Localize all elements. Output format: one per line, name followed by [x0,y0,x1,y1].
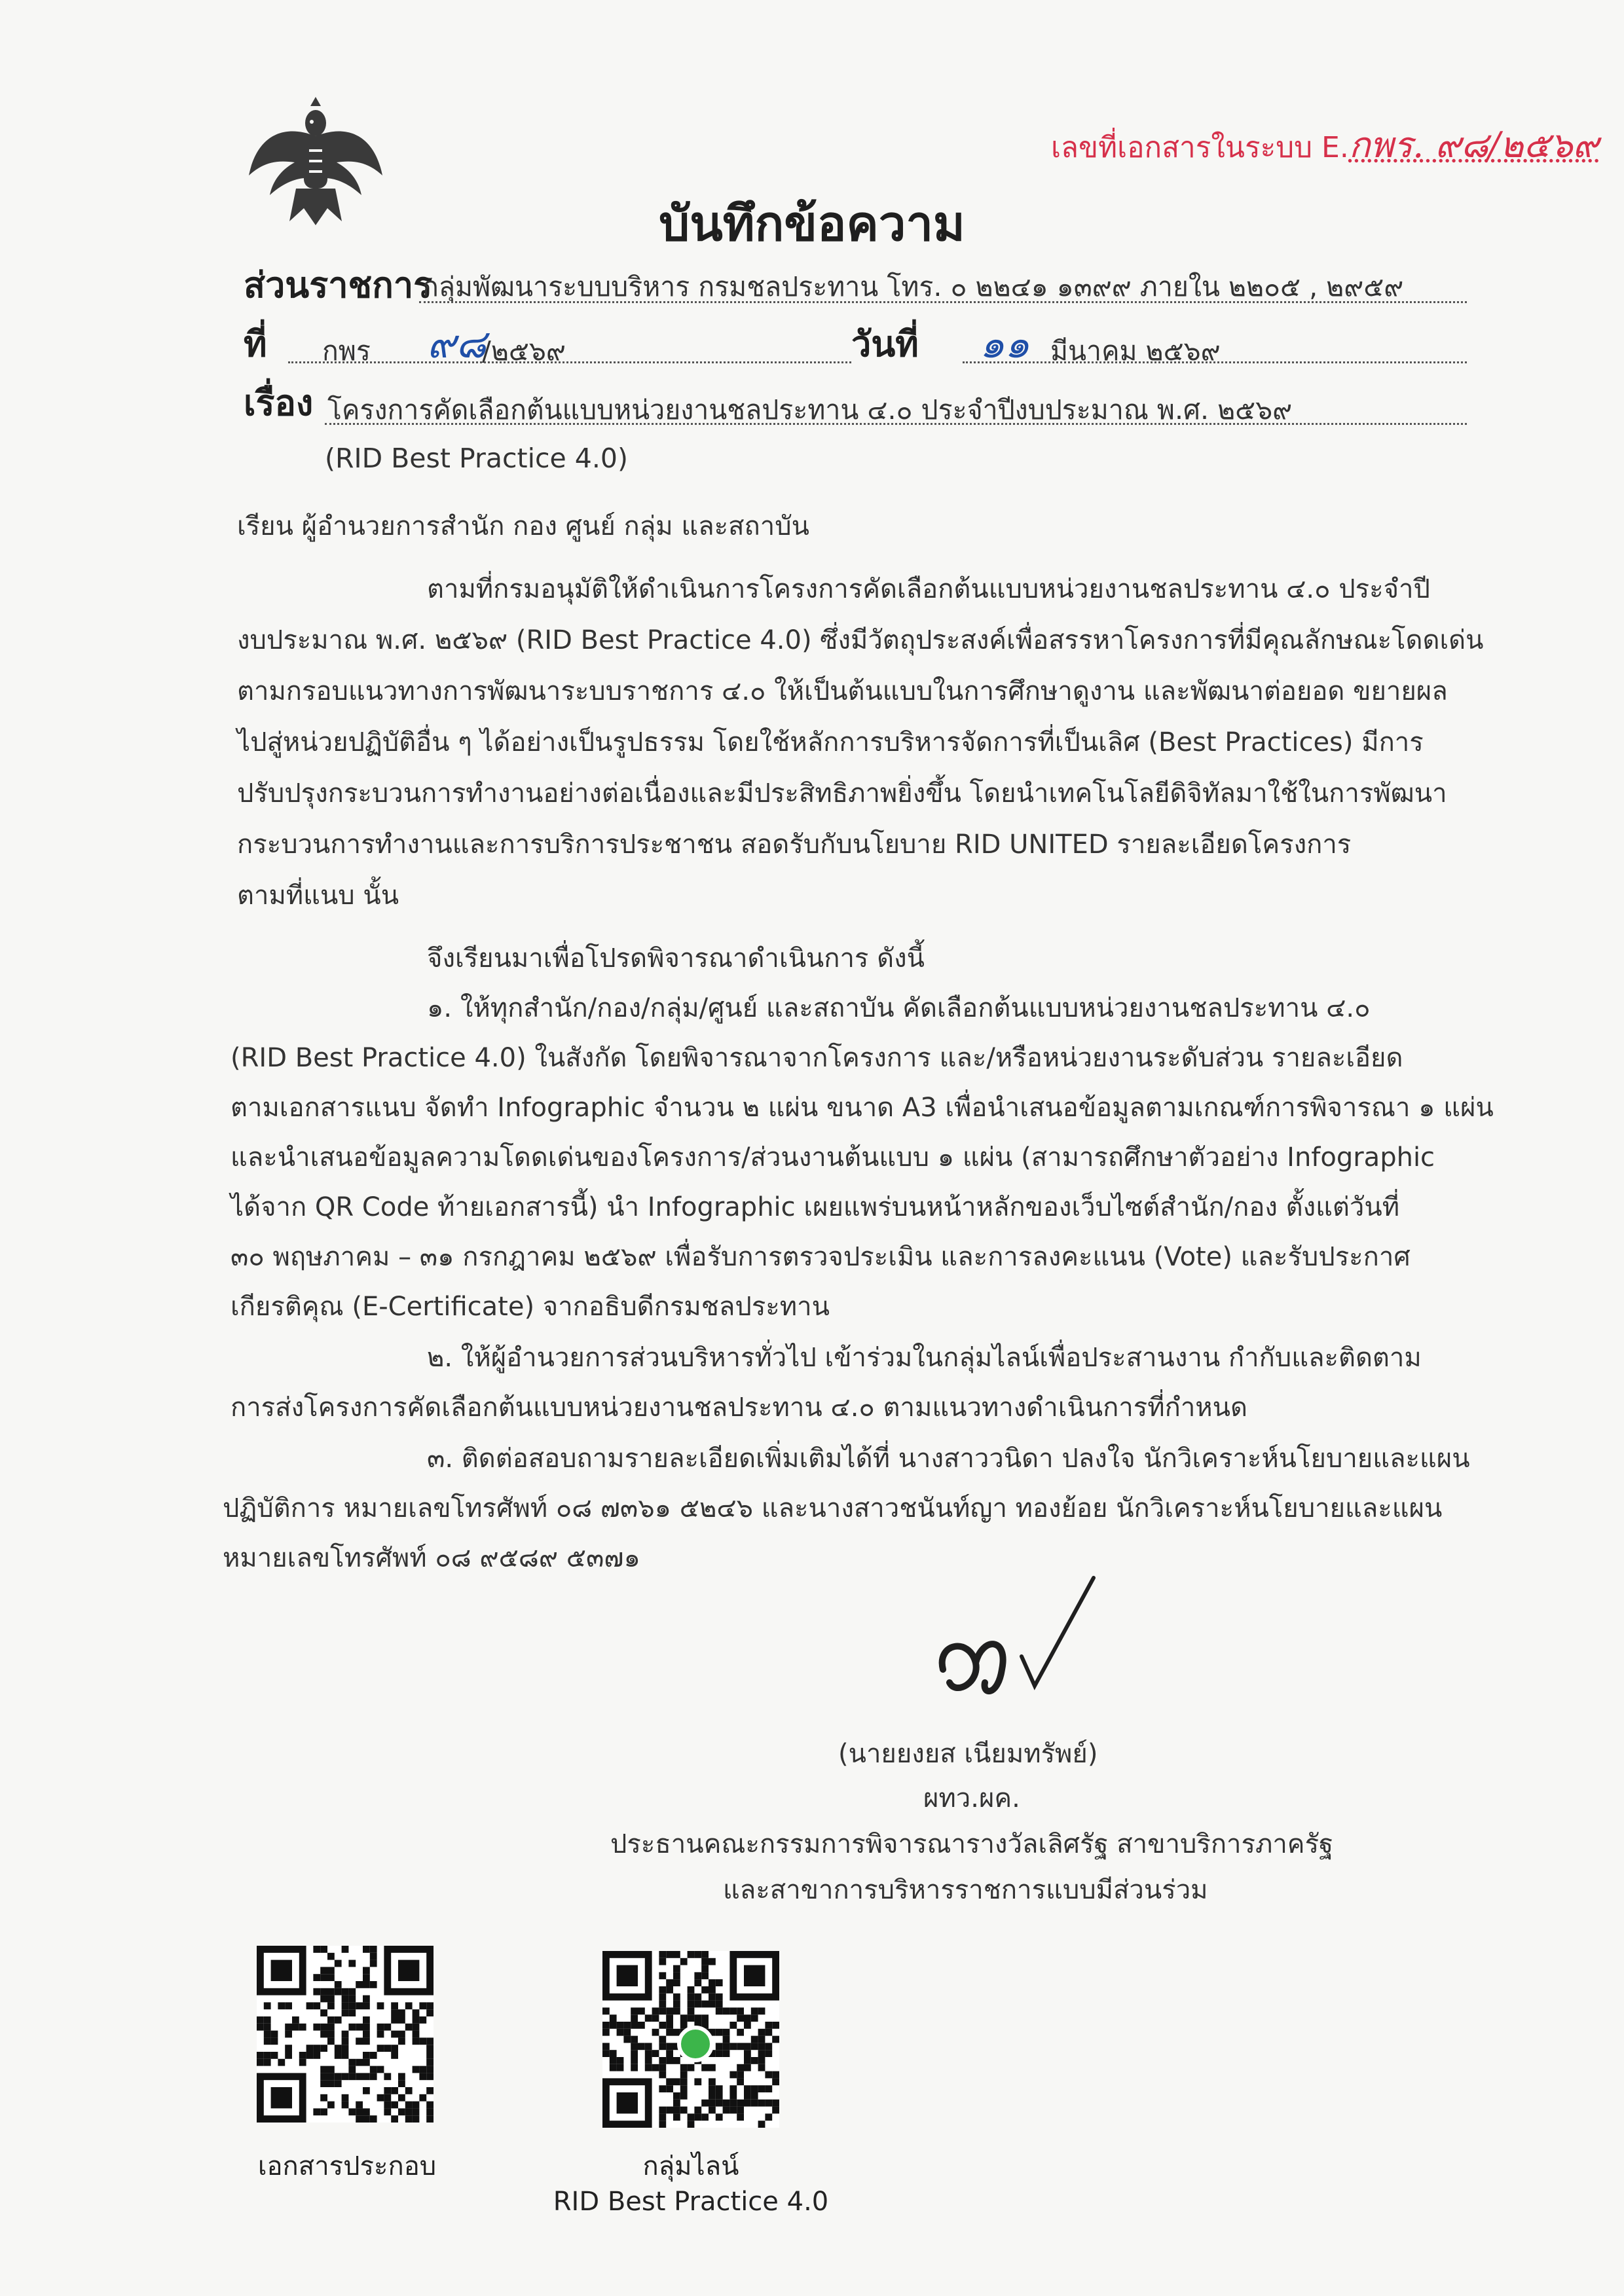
agency-label: ส่วนราชการ [244,264,433,306]
electronic-doc-number [1051,117,1598,173]
subject-dotted-line [325,423,1467,425]
subject-value: โครงการคัดเลือกต้นแบบหน่วยงานชลประทาน ๔.๐ ประจำปีงบประมาณ พ.ศ. ๒๕๖๙ [327,394,1293,426]
qr-code-icon[interactable] [257,1946,434,2123]
ref-suffix: /๒๕๖๙ [482,335,566,367]
signatory-position: ผทว.ผค. [923,1783,1020,1813]
qr-line-label: กลุ่มไลน์ [642,2151,739,2181]
signatory-committee: ประธานคณะกรรมการพิจารณารางวัลเลิศรัฐ สาขาบริการภาครัฐ [610,1829,1334,1859]
body-line: จึงเรียนมาเพื่อโปรดพิจารณาดำเนินการ ดังนี้ [427,943,925,974]
body-line: ตามเอกสารแนบ จัดทำ Infographic จำนวน ๒ แผ่น ขนาด A3 เพื่อนำเสนอข้อมูลตามเกณฑ์การพิจารณา ๑ แผ่น [231,1093,1494,1123]
body-line: การส่งโครงการคัดเลือกต้นแบบหน่วยงานชลประทาน ๔.๐ ตามแนวทางดำเนินการที่กำหนด [231,1393,1247,1423]
line-app-icon [677,2026,714,2062]
body-line: ปรับปรุงกระบวนการทำงานอย่างต่อเนื่องและมีประสิทธิภาพยิ่งขึ้น โดยนำเทคโนโลยีดิจิทัลมาใช้ในการพัฒนา [237,778,1447,809]
body-line: งบประมาณ พ.ศ. ๒๕๖๙ (RID Best Practice 4.0) ซึ่งมีวัตถุประสงค์เพื่อสรรหาโครงการที่มีคุณลักษณะโดดเด่น [237,625,1484,655]
ref-prefix: กพร [322,335,371,367]
body-line: ตามกรอบแนวทางการพัฒนาระบบราชการ ๔.๐ ให้เป็นต้นแบบในการศึกษาดูงาน และพัฒนาต่อยอด ขยายผล [237,676,1448,706]
body-line: ไปสู่หน่วยปฏิบัติอื่น ๆ ได้อย่างเป็นรูปธรรม โดยใช้หลักการบริหารจัดการที่เป็นเลิศ (Best Practices) มีการ [237,727,1424,757]
date-dotted-line [963,361,1467,363]
agency-dotted-line [419,301,1467,303]
qr-documents[interactable] [257,1946,434,2125]
body-line: ๒. ให้ผู้อำนวยการส่วนบริหารทั่วไป เข้าร่วมในกลุ่มไลน์เพื่อประสานงาน กำกับและติดตาม [427,1343,1422,1373]
agency-value: กลุ่มพัฒนาระบบบริหาร กรมชลประทาน โทร. ๐ ๒๒๔๑ ๑๓๙๙ ภายใน ๒๒๐๕ , ๒๙๕๙ [422,271,1404,302]
qr-documents-label: เอกสารประกอบ [257,2151,437,2181]
qr-line-group[interactable] [602,1951,779,2128]
body-line: กระบวนการทำงานและการบริการประชาชน สอดรับกับนโยบาย RID UNITED รายละเอียดโครงการ [237,829,1352,860]
body-line: ๓. ติดต่อสอบถามรายละเอียดเพิ่มเติมได้ที่ นางสาววนิดา ปลงใจ นักวิเคราะห์นโยบายและแผน [427,1444,1470,1474]
ref-dotted-line [288,361,851,363]
date-day-handwritten: ๑๑ [980,321,1030,367]
body-line: ๓๐ พฤษภาคม – ๓๑ กรกฎาคม ๒๕๖๙ เพื่อรับการตรวจประเมิน และการลงคะแนน (Vote) และรับประกาศ [231,1242,1411,1272]
body-line: ๑. ให้ทุกสำนัก/กอง/กลุ่ม/ศูนย์ และสถาบัน คัดเลือกต้นแบบหน่วยงานชลประทาน ๔.๐ [427,993,1371,1023]
subject-sub: (RID Best Practice 4.0) [325,443,628,474]
body-line: หมายเลขโทรศัพท์ ๐๘ ๙๕๘๙ ๕๓๗๑ [223,1543,640,1573]
signatory-committee-line2: และสาขาการบริหารราชการแบบมีส่วนร่วม [723,1875,1208,1905]
body-line: ปฏิบัติการ หมายเลขโทรศัพท์ ๐๘ ๗๓๖๑ ๕๒๔๖ และนางสาวชนันท์ญา ทองย้อย นักวิเคราะห์นโยบายและแผน [223,1493,1443,1523]
doc-number-handwritten: กพร. ๙๘/๒๕๖๙ [1348,124,1599,166]
body-line: (RID Best Practice 4.0) ในสังกัด โดยพิจารณาจากโครงการ และ/หรือหน่วยงานระดับส่วน รายละเอียด [231,1043,1403,1073]
salutation: เรียน ผู้อำนวยการสำนัก กอง ศูนย์ กลุ่ม และสถาบัน [237,511,809,541]
date-label: วันที่ [851,323,919,365]
date-month-year: มีนาคม ๒๕๖๙ [1050,335,1221,367]
memo-title: บันทึกข้อความ [659,196,965,252]
signatory-name: (นายยงยส เนียมทรัพย์) [838,1739,1098,1769]
qr-line-label-2: RID Best Practice 4.0 [553,2187,829,2217]
handwritten-signature [930,1571,1100,1715]
body-line: เกียรติคุณ (E-Certificate) จากอธิบดีกรมชลประทาน [231,1292,830,1322]
body-line: ตามที่แนบ นั้น [237,881,399,911]
ref-number-handwritten: ๙๘ [427,321,487,367]
body-line: ตามที่กรมอนุมัติให้ดำเนินการโครงการคัดเลือกต้นแบบหน่วยงานชลประทาน ๔.๐ ประจำปี [427,574,1430,604]
body-line: ได้จาก QR Code ท้ายเอกสารนี้) นำ Infographic เผยแพร่บนหน้าหลักของเว็บไซต์สำนัก/กอง ตั้งแต่วันที่ [231,1192,1400,1222]
subject-label: เรื่อง [244,382,314,424]
ref-label: ที่ [244,323,267,365]
doc-number-prefix: เลขที่เอกสารในระบบ E. [1051,131,1349,164]
body-line: และนำเสนอข้อมูลความโดดเด่นของโครงการ/ส่วนงานต้นแบบ ๑ แผ่น (สามารถศึกษาตัวอย่าง Infographic [231,1142,1435,1173]
